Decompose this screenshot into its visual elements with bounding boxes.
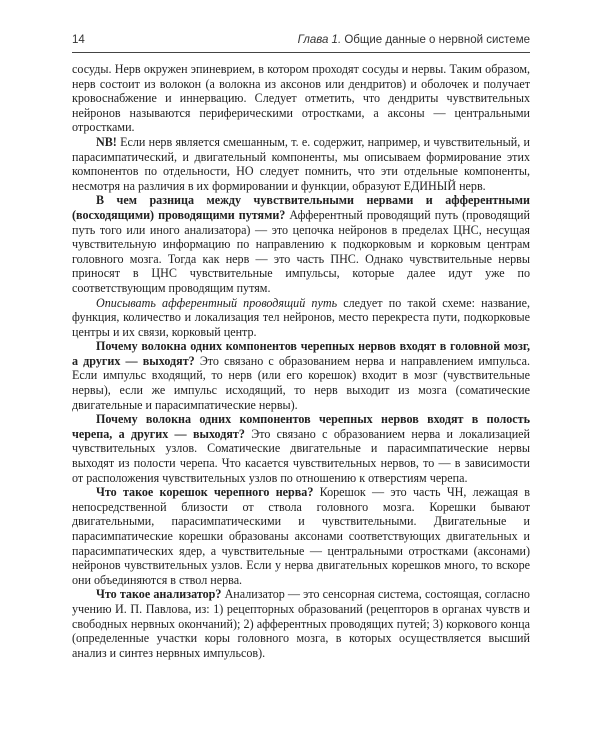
running-header	[72, 30, 530, 53]
paragraph-question-skull	[72, 412, 530, 485]
nb-marker: NB!	[96, 134, 117, 149]
answer-skull: Это связано с образованием нерва и локализацией чувствительных узлов. Соматические двигательные и парасимпатические нервы выходят из полости черепа. Что касается чувствительных нервов, то — в зависимости от расположения чувствительных узлов по отношению к отверстиям черепа.	[72, 426, 531, 485]
answer-root: Корешок — это часть ЧН, лежащая в непосредственной близости от ствола головного мозга. Корешки бывают двигательными, парасимпатическими и чувствительными. Двигательные и парасимпатические корешки образованы аксонами соответствующих двигательных и парасимпатических ядер, а чувствительные — центральными отростками (аксонами) нейронов чувствительных узлов. Если у нерва двигательных корешков много, то вскоре они объединяются в ствол нерва.	[72, 485, 530, 587]
answer-brain: Это связано с образованием нерва и направлением импульса. Если импульс входящий, то нерв (или его корешок) входит в мозг (чувствительные нервы), если же импульс исходящий, то нерв выходит из мозга (соматические двигательные и парасимпатические нервы).	[72, 353, 530, 412]
page-body	[72, 62, 530, 660]
paragraph-question-analyzer	[72, 587, 530, 660]
scheme-text: следует по такой схеме: название, функция, количество и локализация тел нейронов, место перекреста пути, подкорковые центры и их связи, корковый центр.	[72, 295, 530, 339]
paragraph-nb-note	[72, 135, 530, 193]
question-analyzer: Что такое анализатор?	[96, 587, 222, 602]
paragraph-question-brain	[72, 339, 530, 412]
paragraph-scheme	[72, 296, 530, 340]
answer-analyzer: Анализатор — это сенсорная система, состоящая, согласно учению И. П. Павлова, из: 1) рецепторных образований (рецепторов в органах чувств и свободных нервных окончаний); 2) афферентных проводящих путей; 3) коркового конца (определенные участки коры головного мозга, в которых осуществляется высший анализ и синтез нервных импульсов).	[72, 587, 530, 660]
paragraph-question-afferent	[72, 193, 530, 295]
chapter-label: Глава 1.	[297, 34, 342, 46]
chapter-title: Общие данные о нервной системе	[344, 34, 530, 46]
page-number: 14	[72, 34, 85, 46]
question-skull: Почему волокна одних компонентов черепных нервов входят в полость черепа, а других — выходят?	[72, 412, 530, 441]
answer-afferent: Афферентный проводящий путь (проводящий путь того или иного анализатора) — это цепочка нейронов в пределах ЦНС, несущая чувствительную информацию по направлению к подкорковым и корковым центрам головного мозга. Тогда как нерв — это часть ПНС. Однако чувствительные нервы приносят в ЦНС чувствительные импульсы, которые далее идут уже по соответствующим проводящим путям.	[72, 207, 531, 295]
paragraph-question-root	[72, 485, 530, 587]
running-title	[298, 34, 530, 46]
question-brain: Почему волокна одних компонентов черепных нервов входят в головной мозг, а других — выходят?	[72, 339, 530, 368]
nb-text: Если нерв является смешанным, т. е. содержит, например, и чувствительный, и парасимпатический, и двигательный компоненты, мы описываем формирование этих компонентов по отдельности, НО следует помнить, что эти отдельные компоненты, несмотря на различия в их формировании и функции, образуют ЕДИНЫЙ нерв.	[72, 134, 530, 193]
paragraph-continuation: сосуды. Нерв окружен эпиневрием, в котором проходят сосуды и нервы. Таким образом, нерв состоит из волокон (а волокна из аксонов или дендритов) и оболочек и получает кровоснабжение и иннервацию. Следует отметить, что дендриты чувствительных нейронов называются периферическими отростками, а аксоны — центральными отростками.	[72, 62, 530, 135]
question-root: Что такое корешок черепного нерва?	[96, 485, 314, 500]
question-afferent: В чем разница между чувствительными нервами и афферентными (восходящими) проводящими путями?	[72, 193, 530, 222]
scheme-lead: Описывать афферентный проводящий путь	[96, 295, 338, 310]
